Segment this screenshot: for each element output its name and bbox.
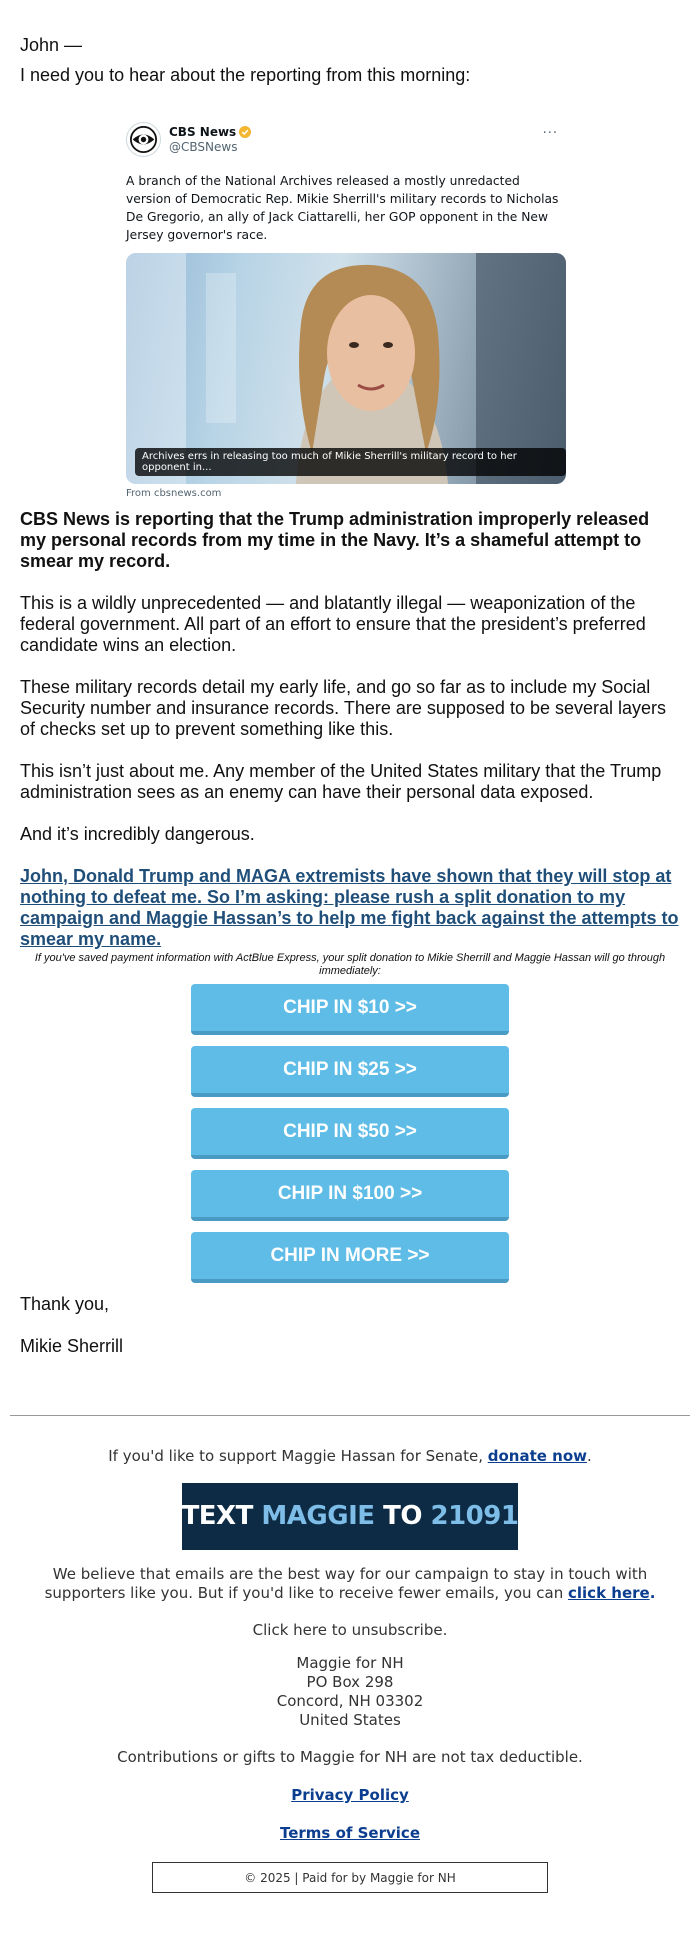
banner-shortcode: 21091 [430,1501,519,1531]
photo-caption: Archives errs in releasing too much of Mikie Sherrill's military record to her opponent in... [135,448,566,476]
preference-suffix: . [649,1584,656,1602]
privacy-policy-link[interactable]: Privacy Policy [291,1786,409,1804]
tweet-handle[interactable]: @CBSNews [169,140,238,154]
tweet-news-photo[interactable] [126,253,566,484]
footer [10,1447,690,1893]
body-paragraph: This is a wildly unprecedented — and blatantly illegal — weaponization of the federal government. All part of an effort to ensure that the president’s preferred candidate wins an election. [20,593,646,655]
tweet-header [126,122,572,157]
cbs-eye-logo-icon [126,122,161,157]
footer-divider [10,1415,690,1416]
body-paragraph: And it’s incredibly dangerous. [20,824,255,844]
greeting: John — [20,35,83,55]
donate-suffix: . [587,1447,592,1465]
address-line: Concord, NH 03302 [276,1692,424,1710]
chip-in-50-button[interactable]: CHIP IN $50 >> [191,1108,509,1159]
unsubscribe-link[interactable]: Click here to unsubscribe. [252,1621,448,1639]
email-preference-note [10,1565,690,1603]
address-line: Maggie for NH [296,1654,404,1672]
donate-prefix: If you'd like to support Maggie Hassan for Senate, [108,1447,488,1465]
address-line: PO Box 298 [306,1673,394,1691]
tweet-account-name[interactable] [169,125,251,139]
mailing-address [10,1654,690,1730]
verified-badge-icon [239,126,251,138]
preference-text: We believe that emails are the best way for our campaign to stay in touch with supporters like you. But if you'd like to receive fewer emails, you can [44,1565,648,1602]
donation-ask-link[interactable]: John, Donald Trump and MAGA extremists have shown that they will stop at nothing to defeat me. So I’m asking: please rush a split donation to my campaign and Maggie Hassan’s to help me fight back against the attempts to smear my name. [20,866,679,949]
body-paragraph: These military records detail my early life, and go so far as to include my Social Security number and insurance records. There are supposed to be several layers of checks set up to prevent something like this. [20,677,667,739]
chip-in-more-button[interactable]: CHIP IN MORE >> [191,1232,509,1283]
tweet-account-name-text: CBS News [169,125,237,139]
terms-of-service-link[interactable]: Terms of Service [279,1824,420,1842]
more-options-icon[interactable]: ··· [542,126,558,141]
tweet-source[interactable]: From cbsnews.com [126,488,222,499]
tax-disclaimer: Contributions or gifts to Maggie for NH are not tax deductible. [117,1748,583,1766]
intro-text: I need you to hear about the reporting from this morning: [20,65,471,85]
fewer-emails-link[interactable]: click here [568,1584,650,1602]
paid-for-by-box: © 2025 | Paid for by Maggie for NH [152,1862,548,1893]
text-maggie-banner[interactable] [182,1483,518,1550]
body-paragraph: This isn’t just about me. Any member of the United States military that the Trump administration sees as an enemy can have their personal data exposed. [20,761,662,802]
chip-in-100-button[interactable]: CHIP IN $100 >> [191,1170,509,1221]
signoff: Thank you, [20,1294,110,1314]
signature: Mikie Sherrill [20,1336,124,1356]
chip-in-25-button[interactable]: CHIP IN $25 >> [191,1046,509,1097]
lead-paragraph: CBS News is reporting that the Trump administration improperly released my personal records from my time in the Navy. It’s a shameful attempt to smear my record. [20,509,650,571]
email-body [20,0,680,1357]
banner-text-2: TO [374,1501,431,1531]
chip-in-10-button[interactable]: CHIP IN $10 >> [191,984,509,1035]
donate-line [10,1447,690,1466]
banner-text-1: TEXT [181,1501,262,1531]
tweet-text: A branch of the National Archives released a mostly unredacted version of Democratic Rep. Mikie Sherrill's military records to Nicholas De Gregorio, an ally of Jack Ciattarelli, her GOP opponent in the New Jersey governor's race. [126,174,559,242]
actblue-express-note: If you've saved payment information with ActBlue Express, your split donation to Mikie Sherrill and Maggie Hassan will go through immediately: [34,952,666,977]
address-line: United States [299,1711,401,1729]
banner-keyword: MAGGIE [261,1501,375,1531]
donation-buttons [20,984,680,1283]
donate-now-link[interactable]: donate now [487,1447,587,1465]
embedded-tweet[interactable] [126,122,572,497]
